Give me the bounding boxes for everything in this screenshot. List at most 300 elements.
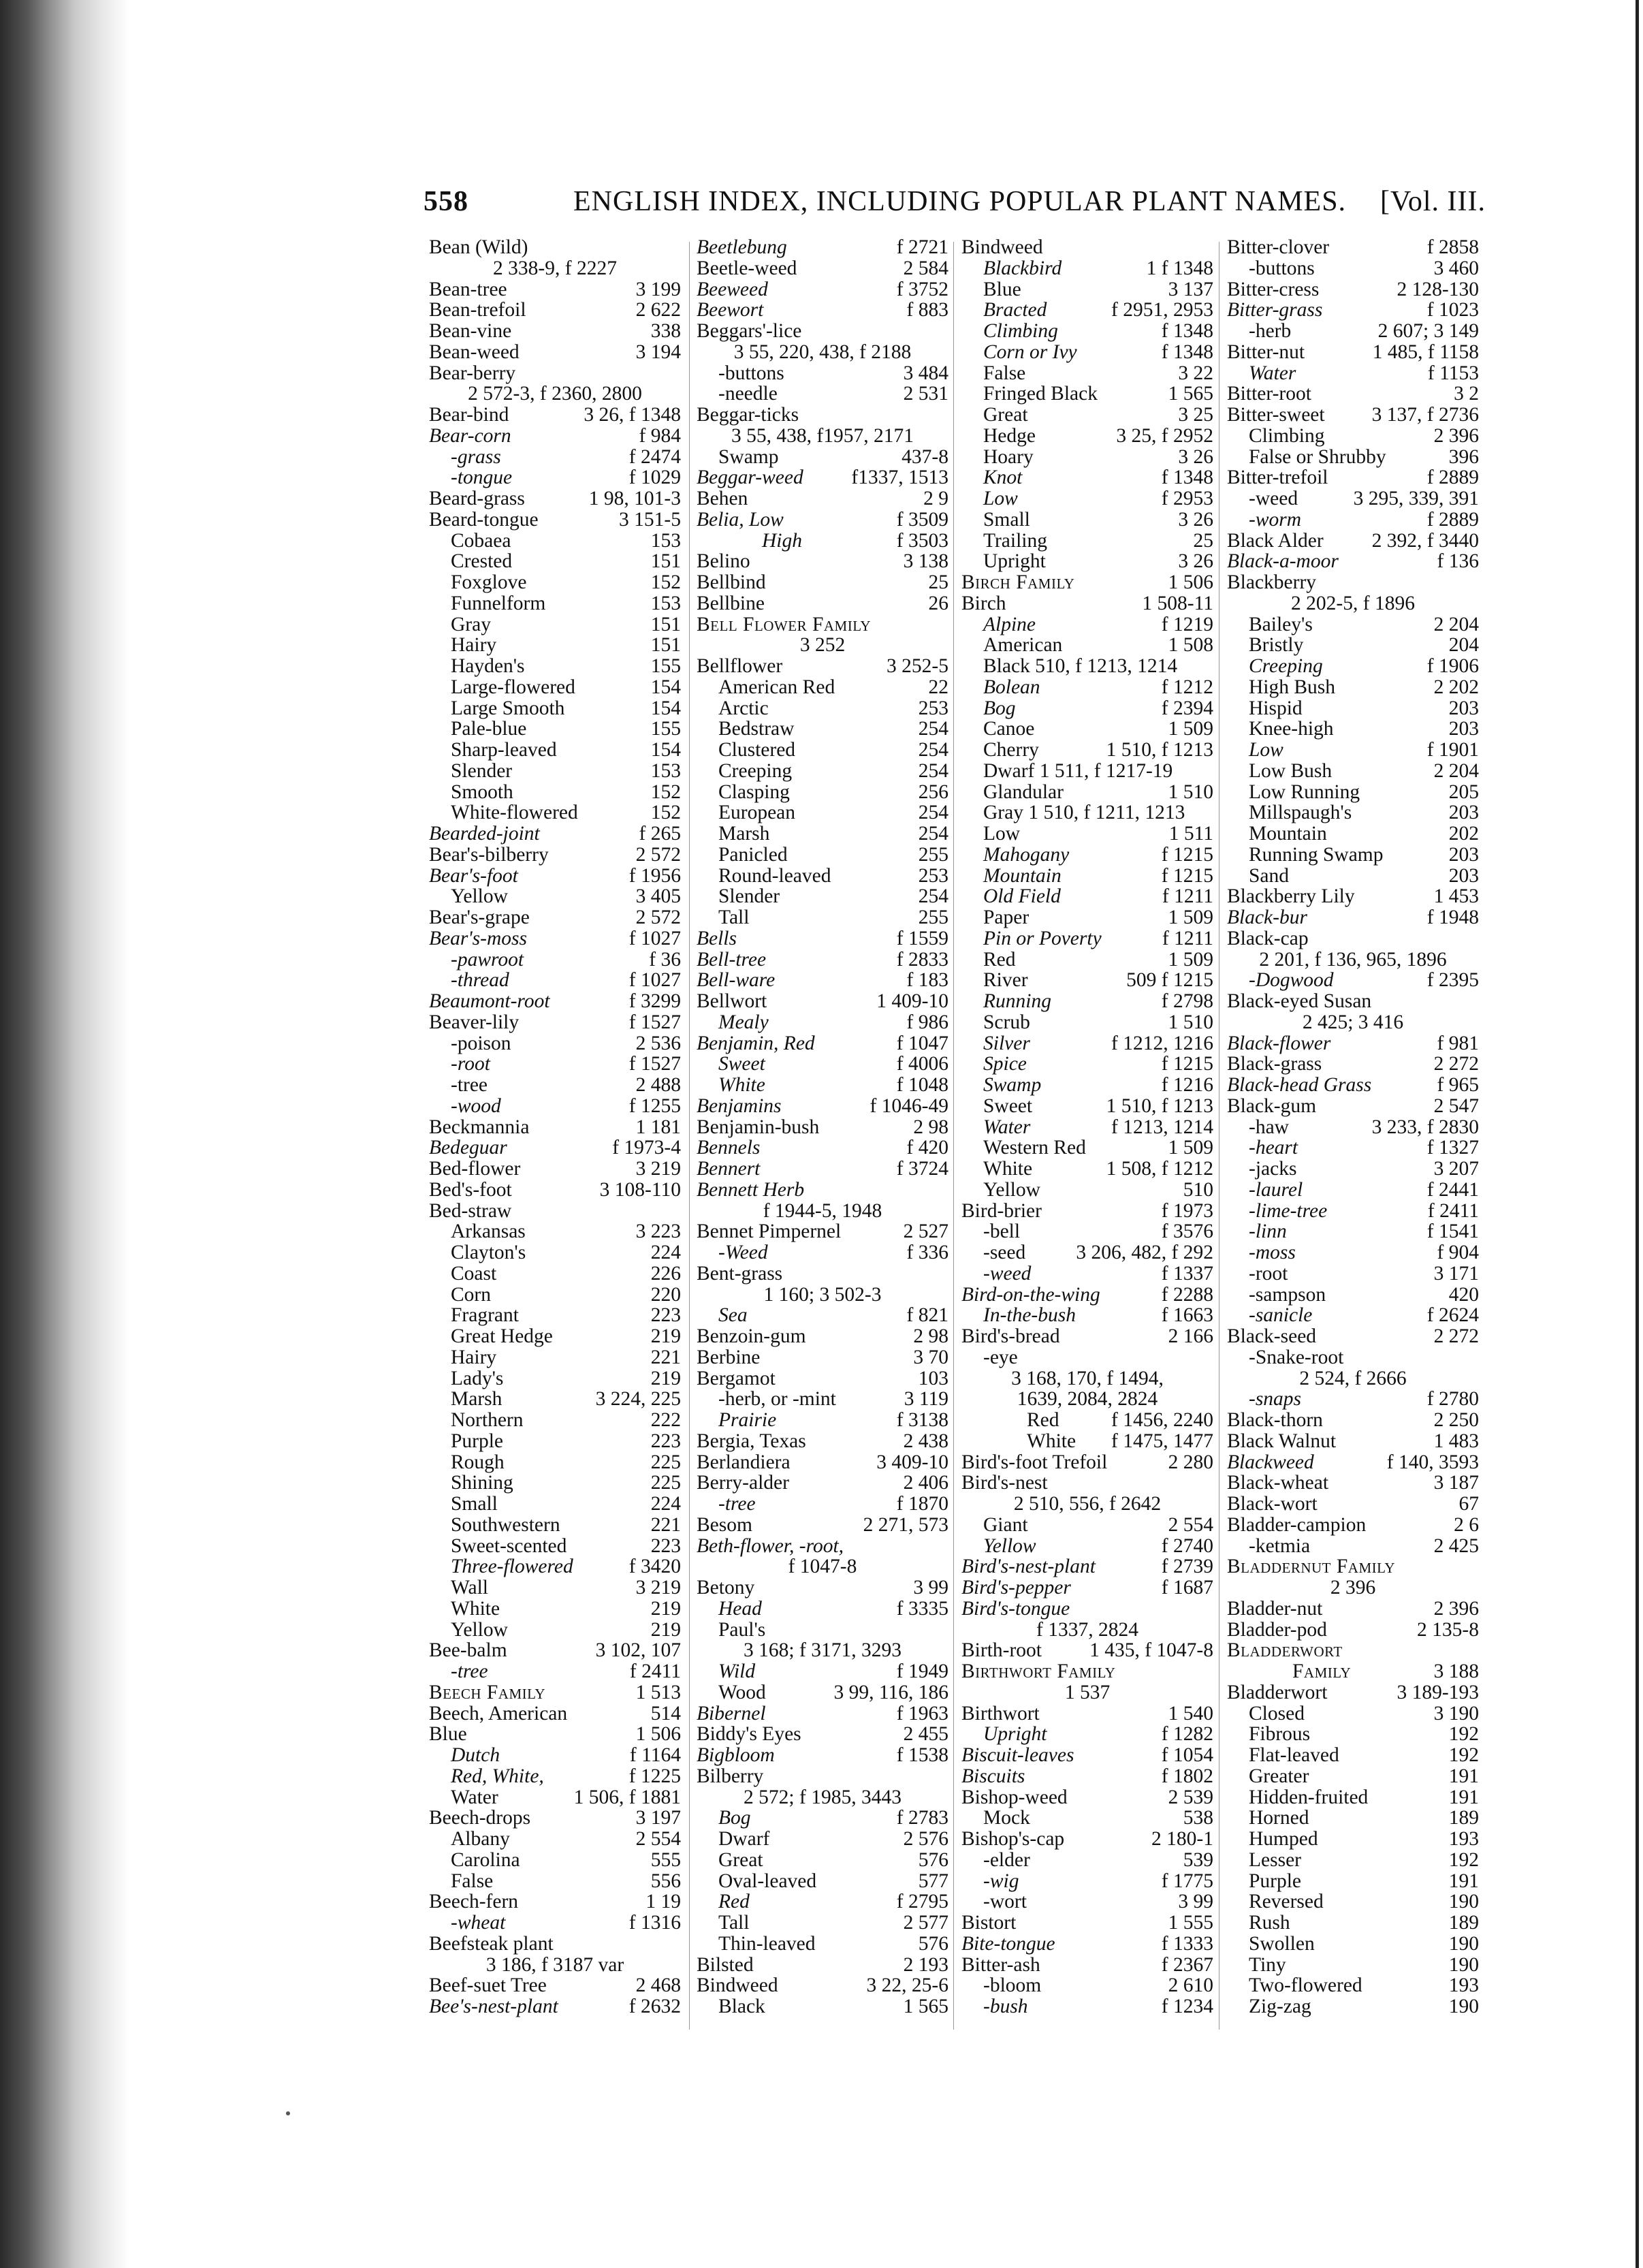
index-entry [429, 719, 681, 740]
entry-term: Bailey's [1249, 613, 1313, 635]
index-column-3 [961, 237, 1213, 2017]
entry-reference: f 986 [906, 1011, 948, 1033]
index-entry [1227, 1033, 1479, 1054]
index-entry [1227, 258, 1479, 279]
index-entry [1227, 1912, 1479, 1934]
entry-reference: 219 [650, 1597, 681, 1620]
index-entry [429, 1912, 681, 1934]
index-entry [1227, 1724, 1479, 1745]
index-entry [697, 1221, 948, 1242]
index-entry [961, 1829, 1213, 1850]
index-entry [1227, 1389, 1479, 1410]
entry-reference: 151 [650, 634, 681, 657]
entry-reference: 190 [1448, 1932, 1479, 1955]
entry-reference: f 1456, 2240 [1111, 1409, 1213, 1431]
entry-reference: f 3509 [896, 508, 948, 531]
entry-reference: 2 9 [923, 488, 948, 509]
index-entry [961, 656, 1213, 677]
page-edge [1636, 0, 1639, 2268]
index-entry [697, 991, 948, 1012]
entry-reference: 556 [650, 1870, 681, 1892]
entry-term: Bolean [983, 676, 1040, 698]
entry-term: Bitter-clover [1227, 236, 1330, 258]
entry-reference: 2 396 [1433, 424, 1479, 447]
index-entry [961, 802, 1213, 823]
entry-term: Smooth [451, 781, 513, 803]
index-entry [961, 258, 1213, 279]
entry-term: -weed [983, 1262, 1032, 1285]
entry-reference: 1 555 [1168, 1912, 1213, 1934]
entry-term: Bird's-bread [961, 1325, 1060, 1347]
index-entry [429, 866, 681, 887]
entry-term: Beggars'-lice [697, 320, 802, 342]
entry-reference: f 1956 [628, 864, 681, 887]
entry-reference: 203 [1448, 802, 1479, 824]
entry-term: Bog [718, 1807, 751, 1829]
entry-term: Old Field [983, 885, 1061, 908]
entry-reference: 2 622 [635, 299, 681, 321]
entry-term: Benjamin-bush [697, 1116, 820, 1138]
entry-term: -moss [1249, 1242, 1296, 1263]
entry-term: Mock [983, 1807, 1030, 1829]
entry-term: Creeping [1249, 655, 1323, 677]
index-entry [961, 1556, 1213, 1577]
entry-reference: 26 [928, 592, 948, 614]
entry-reference: 2 135-8 [1417, 1618, 1479, 1641]
index-entry [697, 1326, 948, 1347]
index-entry [697, 1410, 948, 1431]
index-entry [697, 845, 948, 866]
index-entry [961, 719, 1213, 740]
entry-term: Black [718, 1996, 765, 2017]
index-entry [961, 1368, 1213, 1389]
entry-term: Arctic [718, 697, 769, 719]
entry-reference: 2 425 [1433, 1534, 1479, 1557]
entry-reference: 25 [1193, 529, 1213, 552]
index-entry [961, 1703, 1213, 1724]
entry-term: Benjamin, Red [697, 1032, 815, 1054]
entry-term: Bellflower [697, 655, 783, 677]
entry-reference: 3 484 [903, 362, 948, 384]
index-entry [961, 761, 1213, 782]
index-entry [1227, 1305, 1479, 1326]
entry-term: -root [1249, 1262, 1288, 1285]
index-entry [429, 383, 681, 405]
entry-term: -herb [1249, 320, 1292, 342]
entry-term: -pawroot [451, 948, 524, 971]
entry-term: -heart [1249, 1137, 1298, 1159]
entry-reference: 2 488 [635, 1074, 681, 1096]
index-entry [697, 1242, 948, 1263]
entry-reference: 2 524, f 2666 [1299, 1367, 1407, 1389]
index-entry [961, 405, 1213, 426]
entry-term: Bear's-bilberry [429, 843, 549, 866]
index-entry [961, 1661, 1213, 1682]
entry-reference: 1 506 [635, 1723, 681, 1746]
index-entry [1227, 1829, 1479, 1850]
index-entry [961, 1285, 1213, 1306]
entry-reference: 539 [1183, 1848, 1213, 1871]
index-entry [697, 698, 948, 719]
entry-reference: 1 f 1348 [1146, 257, 1213, 279]
index-entry [1227, 1159, 1479, 1180]
index-entry [697, 509, 948, 531]
entry-term: Wild [718, 1660, 756, 1682]
entry-term: Bennet Pimpernel [697, 1220, 842, 1243]
index-entry [697, 383, 948, 405]
book-spine-shadow [0, 0, 129, 2268]
index-entry [1227, 1285, 1479, 1306]
entry-term: Bed-flower [429, 1158, 521, 1180]
entry-term: -sanicle [1249, 1304, 1313, 1327]
entry-reference: 2 584 [903, 257, 948, 279]
entry-reference: 3 55, 438, f1957, 2171 [731, 424, 914, 447]
index-entry [697, 635, 948, 656]
entry-reference: f 140, 3593 [1386, 1451, 1479, 1473]
entry-reference: 189 [1448, 1807, 1479, 1829]
index-entry [697, 866, 948, 887]
index-entry [697, 740, 948, 761]
index-entry [961, 467, 1213, 488]
entry-reference: f 1255 [628, 1094, 681, 1117]
index-entry [1227, 1536, 1479, 1557]
entry-reference: f 2780 [1426, 1388, 1479, 1411]
index-entry [1227, 447, 1479, 468]
index-entry [429, 509, 681, 531]
index-entry [1227, 1221, 1479, 1242]
entry-reference: 190 [1448, 1953, 1479, 1976]
index-entry [961, 1515, 1213, 1536]
entry-term: Beech, American [429, 1702, 568, 1724]
index-entry [961, 928, 1213, 949]
index-entry [429, 1934, 681, 1955]
entry-reference: f 1216 [1161, 1074, 1213, 1096]
index-entry [429, 1431, 681, 1452]
entry-reference: f 2411 [629, 1660, 681, 1682]
entry-reference: f 3576 [1161, 1220, 1213, 1243]
entry-reference: 3 70 [913, 1346, 948, 1368]
index-entry [961, 1955, 1213, 1976]
entry-reference: 3 22, 25-6 [866, 1974, 948, 1997]
index-entry [697, 237, 948, 258]
entry-term: Yellow [983, 1534, 1036, 1557]
entry-term: Birth-root [961, 1639, 1042, 1662]
index-entry [1227, 1117, 1479, 1138]
entry-term: Beech-drops [429, 1807, 531, 1829]
entry-term: Bitter-cress [1227, 278, 1320, 300]
index-entry [429, 1137, 681, 1159]
entry-reference: 254 [918, 759, 948, 782]
index-entry [429, 886, 681, 907]
index-entry [429, 1808, 681, 1829]
entry-reference: 2 607; 3 149 [1377, 320, 1479, 342]
index-entry [1227, 1410, 1479, 1431]
entry-term: -wort [983, 1891, 1027, 1913]
index-entry [1227, 1577, 1479, 1598]
entry-term: Hairy [451, 1346, 497, 1368]
entry-reference: 203 [1448, 864, 1479, 887]
entry-term: -Dogwood [1249, 969, 1334, 992]
entry-reference: 3 252-5 [887, 655, 948, 677]
entry-term: Fragrant [451, 1304, 519, 1327]
entry-reference: 223 [650, 1304, 681, 1327]
entry-term: Mountain [1249, 823, 1327, 845]
index-entry [1227, 1180, 1479, 1201]
entry-reference: 420 [1448, 1283, 1479, 1306]
entry-reference: 2 610 [1168, 1974, 1213, 1997]
entry-term: Bells [697, 927, 737, 949]
index-entry [961, 677, 1213, 698]
entry-term: Beefsteak plant [429, 1932, 554, 1955]
entry-reference: 1 565 [1168, 383, 1213, 405]
entry-term: Bladderwort [1227, 1681, 1328, 1703]
index-entry [429, 1871, 681, 1892]
entry-term: Biscuits [961, 1765, 1025, 1787]
index-entry [1227, 321, 1479, 342]
entry-reference: f 1948 [1426, 907, 1479, 928]
entry-term: Black-wheat [1227, 1472, 1329, 1494]
entry-reference: 1 510 [1168, 781, 1213, 803]
entry-reference: 3 99 [1178, 1891, 1213, 1913]
entry-reference: 1 510, f 1213 [1106, 1094, 1213, 1117]
index-entry [1227, 845, 1479, 866]
entry-term: -tree [451, 1074, 488, 1096]
entry-term: Purple [1249, 1870, 1302, 1892]
entry-term: American [983, 634, 1063, 657]
entry-term: Clayton's [451, 1242, 526, 1263]
index-entry [961, 1117, 1213, 1138]
entry-term: Bristly [1249, 634, 1304, 657]
entry-reference: 2 438 [903, 1430, 948, 1452]
index-entry [961, 1054, 1213, 1075]
entry-term: Bird's-pepper [961, 1577, 1071, 1598]
entry-term: Wood [718, 1681, 766, 1703]
index-entry [697, 363, 948, 384]
entry-reference: 3 223 [635, 1220, 681, 1243]
index-entry [697, 1787, 948, 1808]
entry-term: Great Hedge [451, 1325, 553, 1347]
entry-term: -linn [1249, 1220, 1287, 1243]
entry-term: Reversed [1249, 1891, 1324, 1913]
entry-reference: 538 [1183, 1807, 1213, 1829]
index-entry [961, 698, 1213, 719]
entry-reference: 192 [1448, 1723, 1479, 1746]
entry-reference: 2 576 [903, 1828, 948, 1850]
index-entry [1227, 1201, 1479, 1222]
entry-reference: 25 [928, 571, 948, 593]
index-entry [1227, 1745, 1479, 1766]
index-entry [1227, 928, 1479, 949]
index-entry [1227, 1620, 1479, 1641]
index-entry [697, 1598, 948, 1620]
entry-term: Water [983, 1116, 1031, 1138]
index-entry [697, 426, 948, 447]
entry-reference: f 1475, 1477 [1111, 1430, 1213, 1452]
entry-term: Red [718, 1891, 750, 1913]
index-entry [697, 1829, 948, 1850]
entry-reference: 224 [650, 1493, 681, 1515]
entry-reference: 2 166 [1168, 1325, 1213, 1347]
entry-reference: f 1973 [1161, 1199, 1213, 1222]
entry-term: Belino [697, 550, 750, 573]
entry-reference: 2 396 [1330, 1577, 1376, 1598]
entry-reference: 3 194 [635, 341, 681, 363]
entry-reference: f 821 [906, 1304, 948, 1327]
entry-reference: 2 204 [1433, 613, 1479, 635]
index-entry [697, 1033, 948, 1054]
index-entry [961, 1724, 1213, 1745]
entry-reference: f 1663 [1161, 1304, 1213, 1327]
entry-term: -lime-tree [1249, 1199, 1328, 1222]
index-entry [1227, 342, 1479, 363]
entry-reference: 191 [1448, 1870, 1479, 1892]
entry-reference: f 1906 [1426, 655, 1479, 677]
entry-term: Climbing [1249, 424, 1325, 447]
index-entry [429, 761, 681, 782]
entry-reference: 1 508-11 [1142, 592, 1213, 614]
entry-reference: f 1348 [1161, 341, 1213, 363]
index-entry [697, 1891, 948, 1912]
entry-reference: 253 [918, 697, 948, 719]
entry-term: Swamp [718, 445, 779, 468]
entry-reference: f 2411 [1427, 1199, 1479, 1222]
index-entry [429, 1577, 681, 1598]
entry-term: Bladder-campion [1227, 1513, 1367, 1536]
entry-term: Carolina [451, 1848, 520, 1871]
index-entry [697, 1137, 948, 1159]
index-entry [1227, 1326, 1479, 1347]
entry-reference: f 3335 [896, 1597, 948, 1620]
index-entry [961, 635, 1213, 656]
entry-term: Bee-balm [429, 1639, 507, 1662]
entry-reference: 254 [918, 739, 948, 761]
entry-term: Blue [983, 278, 1021, 300]
entry-term: Canoe [983, 718, 1035, 740]
entry-term: Wall [451, 1577, 488, 1598]
entry-reference: 2 180-1 [1151, 1828, 1213, 1850]
entry-term: Bear-bind [429, 404, 509, 426]
index-entry [429, 802, 681, 823]
entry-term: Fibrous [1249, 1723, 1311, 1746]
entry-reference: 3 26 [1178, 445, 1213, 468]
entry-term: Bishop's-cap [961, 1828, 1065, 1850]
entry-reference: 3 295, 339, 391 [1353, 488, 1479, 509]
entry-term: -laurel [1249, 1178, 1303, 1201]
entry-term: -buttons [718, 362, 784, 384]
entry-term: Western Red [983, 1137, 1086, 1159]
index-entry [429, 1682, 681, 1703]
index-entry [961, 300, 1213, 321]
entry-term: Bracted [983, 299, 1047, 321]
entry-reference: 2 193 [903, 1953, 948, 1976]
entry-term: -poison [451, 1032, 511, 1054]
index-entry [1227, 279, 1479, 300]
volume-label: [Vol. III. [1379, 186, 1486, 217]
index-entry [429, 1201, 681, 1222]
entry-term: Bennels [697, 1137, 761, 1159]
entry-reference: 155 [650, 655, 681, 677]
entry-reference: f 2858 [1426, 236, 1479, 258]
entry-reference: 219 [650, 1367, 681, 1389]
index-entry [961, 1891, 1213, 1912]
entry-reference: 255 [918, 843, 948, 866]
index-entry [1227, 572, 1479, 593]
index-entry [961, 321, 1213, 342]
entry-reference: 154 [650, 697, 681, 719]
index-entry [1227, 467, 1479, 488]
index-entry [697, 405, 948, 426]
entry-term: Rush [1249, 1912, 1290, 1934]
entry-reference: 203 [1448, 697, 1479, 719]
entry-reference: f 2288 [1161, 1283, 1213, 1306]
index-entry [1227, 1472, 1479, 1494]
entry-reference: 192 [1448, 1744, 1479, 1766]
entry-term: Red [1027, 1409, 1059, 1431]
entry-term: Tiny [1249, 1953, 1286, 1976]
index-entry [697, 1117, 948, 1138]
entry-term: Pin or Poverty [983, 927, 1102, 949]
entry-reference: 2 250 [1433, 1409, 1479, 1431]
index-entry [1227, 886, 1479, 907]
entry-reference: f 1327 [1426, 1137, 1479, 1159]
index-entry [961, 593, 1213, 614]
entry-reference: f 1944-5, 1948 [763, 1199, 882, 1222]
entry-term: Round-leaved [718, 864, 831, 887]
index-entry [961, 886, 1213, 907]
entry-term: Low [983, 823, 1021, 845]
index-entry [697, 572, 948, 593]
index-entry [429, 845, 681, 866]
entry-term: Bedstraw [718, 718, 795, 740]
index-entry [1227, 363, 1479, 384]
index-entry [429, 1389, 681, 1410]
entry-term: -Snake-root [1249, 1346, 1344, 1368]
entry-reference: 254 [918, 802, 948, 824]
index-entry [697, 1431, 948, 1452]
entry-reference: 1 540 [1168, 1702, 1213, 1724]
index-entry [429, 1975, 681, 1996]
entry-reference: 153 [650, 592, 681, 614]
entry-term: Bed's-foot [429, 1178, 512, 1201]
entry-term: Bedeguar [429, 1137, 507, 1159]
entry-reference: f 3503 [896, 529, 948, 552]
entry-term: Head [718, 1597, 762, 1620]
entry-term: Beaumont-root [429, 990, 550, 1012]
index-entry [1227, 782, 1479, 803]
index-entry [961, 740, 1213, 761]
entry-term: Foxglove [451, 571, 527, 593]
entry-reference: f 1211 [1162, 885, 1213, 908]
index-entry [429, 1640, 681, 1661]
entry-term: Black-seed [1227, 1325, 1317, 1347]
entry-reference: f 1949 [896, 1660, 948, 1682]
index-entry [697, 1661, 948, 1682]
entry-reference: 2 272 [1433, 1325, 1479, 1347]
entry-term: Beech-fern [429, 1891, 519, 1913]
entry-reference: 3 2 [1454, 383, 1479, 405]
index-entry [961, 1242, 1213, 1263]
index-entry [961, 1452, 1213, 1473]
entry-reference: 2 392, f 3440 [1371, 529, 1479, 552]
entry-term: Biscuit-leaves [961, 1744, 1074, 1766]
entry-reference: f 183 [906, 969, 948, 992]
index-entry [429, 1285, 681, 1306]
entry-term: Climbing [983, 320, 1058, 342]
entry-term: Water [451, 1786, 498, 1808]
entry-reference: 1 181 [635, 1116, 681, 1138]
entry-term: Beetle-weed [697, 257, 797, 279]
entry-term: -thread [451, 969, 509, 992]
